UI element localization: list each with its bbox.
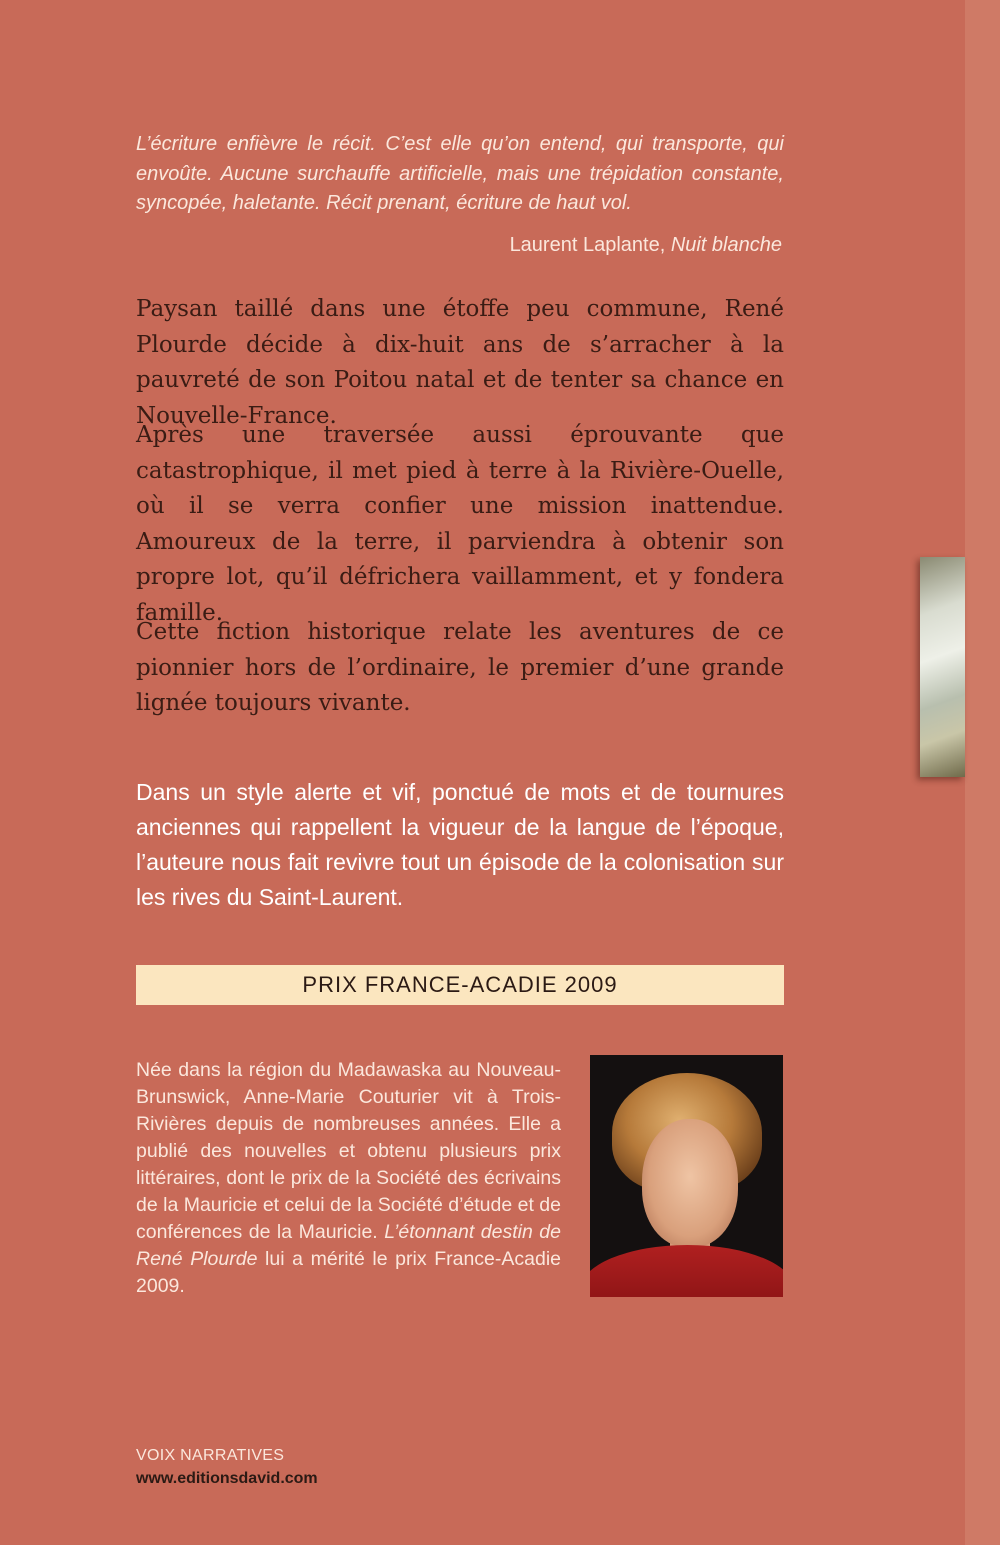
summary-paragraph-2: Après une traversée aussi éprouvante que catastrophique, il met pied à terre à la Rivière-Ouelle, où il se verra confier une mission inattendue. Amoureux de la terre, il parviendra à obtenir son propre lot, qu’il défrichera vaillamment, et y fondera famille.: [136, 422, 784, 626]
author-bio: [136, 1057, 561, 1300]
bio-part-1: Née dans la région du Madawaska au Nouveau-Brunswick, Anne-Marie Couturier vit à Trois-Rivières depuis de nombreuses années. Elle a publié des nouvelles et obtenu plusieurs prix littéraires, dont le prix de la Société des écrivains de la Mauricie et celui de la Société d’étude et de conférences de la Mauricie.: [136, 1059, 561, 1243]
collection-name: VOIX NARRATIVES: [136, 1447, 285, 1464]
bio-book-title: L’étonnant destin de René Plourde: [136, 1221, 561, 1270]
photo-face: [642, 1119, 738, 1247]
bio-part-2: lui a mérité le prix France-Acadie 2009.: [136, 1248, 561, 1297]
prize-banner: PRIX FRANCE-ACADIE 2009: [136, 965, 784, 1005]
style-paragraph: Dans un style alerte et vif, ponctué de mots et de tournures anciennes qui rappellent la vigueur de la langue de l’époque, l’auteure nous fait revivre tout un épisode de la colonisation sur les rives du Saint-Laurent.: [136, 779, 784, 910]
spine-cover-painting: [920, 557, 965, 777]
quote-attribution: [136, 231, 782, 259]
summary-paragraph-1: Paysan taillé dans une étoffe peu commune, René Plourde décide à dix-huit ans de s’arracher à la pauvreté de son Poitou natal et de tenter sa chance en Nouvelle-France.: [136, 296, 784, 429]
quote-source: Nuit blanche: [670, 234, 782, 256]
summary-paragraph-3: Cette fiction historique relate les aventures de ce pionnier hors de l’ordinaire, le premier d’une grande lignée toujours vivante.: [136, 619, 784, 716]
book-spine: [965, 0, 1000, 1545]
quote-author: Laurent Laplante,: [509, 234, 666, 256]
photo-shirt: [590, 1245, 783, 1297]
author-photo: [590, 1055, 783, 1297]
publisher-website: www.editionsdavid.com: [136, 1470, 318, 1487]
review-quote: L’écriture enfièvre le récit. C’est elle qu’on entend, qui transporte, qui envoûte. Aucune surchauffe artificielle, mais une trépidation constante, syncopée, haletante. Récit prenant, écriture de haut vol.: [136, 133, 784, 214]
